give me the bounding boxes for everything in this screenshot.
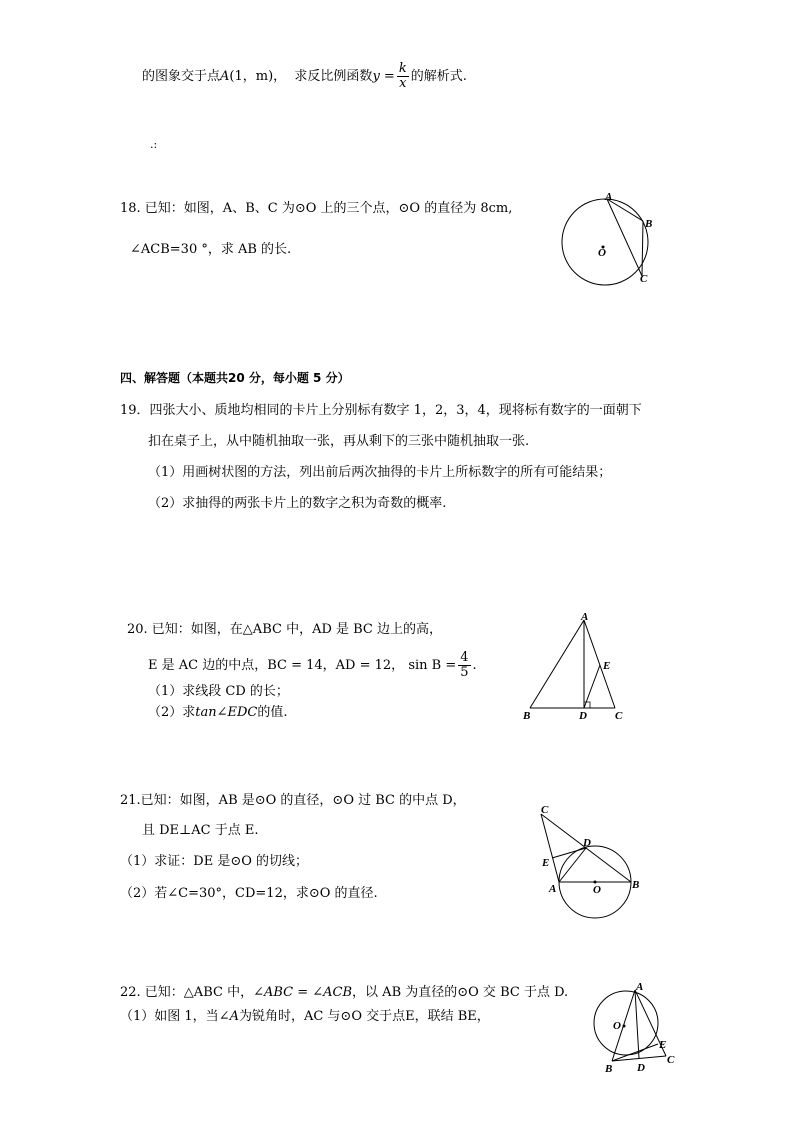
- q22-line2-c: 为锐角时，AC 与⊙O 交于点E，联结 BE，: [238, 1009, 490, 1024]
- q21-circle-figure: [535, 800, 650, 920]
- q18-label-b: B: [645, 218, 653, 230]
- q18-label-o: O: [598, 247, 606, 259]
- q20-part1: （1）求线段 CD 的长；: [148, 684, 289, 699]
- q17-line: [142, 62, 467, 91]
- q20-part2-a: （2）求: [148, 705, 196, 720]
- q20-part2-c: 的值.: [257, 705, 288, 720]
- q20-label-a: A: [581, 611, 589, 623]
- q21-label-e: E: [542, 857, 550, 869]
- q19-line1: 19．四张大小、质地均相同的卡片上分别标有数字 1，2，3，4，现将标有数字的一面朝下: [120, 403, 642, 418]
- q22-label-a: A: [636, 981, 644, 993]
- q22-label-d: D: [637, 1062, 645, 1074]
- q22-angle-eq: ∠ABC = ∠ACB: [253, 985, 353, 1000]
- q20-fraction: [458, 651, 470, 680]
- q21-label-d: D: [583, 837, 591, 849]
- q20-given: E 是 AC 边的中点，BC = 14，AD = 12，: [148, 658, 405, 673]
- q17-stray-mark: .:: [150, 138, 158, 151]
- section-heading: 四、解答题（本题共20 分，每小题 5 分）: [120, 371, 350, 385]
- q22-line1: [120, 984, 568, 1002]
- q21-line1: 21.已知：如图，AB 是⊙O 的直径，⊙O 过 BC 的中点 D，: [120, 793, 466, 808]
- q22-label-b: B: [605, 1063, 613, 1075]
- q17-func-y: y =: [372, 69, 395, 84]
- q22-line1-c: ，以 AB 为直径的⊙O 交 BC 于点 D.: [352, 985, 569, 1000]
- q20-frac-num: 4: [460, 650, 469, 665]
- q22-angle-a: ∠A: [218, 1009, 239, 1024]
- q17-fraction: [397, 62, 409, 91]
- q21-label-a: A: [549, 883, 557, 895]
- q19-line2: 扣在桌子上，从中随机抽取一张，再从剩下的三张中随机抽取一张.: [148, 434, 530, 449]
- q17-text-a: 的图象交于点: [142, 69, 221, 84]
- q21-part1: （1）求证：DE 是⊙O 的切线；: [120, 854, 308, 869]
- q21-line2: 且 DE⊥AC 于点 E.: [142, 823, 259, 838]
- q22-circle-figure: [590, 978, 690, 1078]
- q21-label-o: O: [593, 884, 601, 896]
- q20-triangle-figure: [520, 610, 635, 725]
- q22-label-e: E: [659, 1039, 667, 1051]
- q17-text-c: 的解析式.: [410, 69, 467, 84]
- q17-point: A: [220, 69, 230, 84]
- q18-label-a: A: [605, 191, 613, 203]
- q20-label-d: D: [579, 710, 587, 722]
- q20-sinb: sin B =: [408, 658, 457, 673]
- q21-label-b: B: [632, 879, 640, 891]
- q21-part2: （2）若∠C=30°，CD=12，求⊙O 的直径.: [120, 886, 378, 901]
- q18-line2: ∠ACB=30 °，求 AB 的长.: [130, 242, 292, 257]
- q22-label-o: O: [613, 1020, 621, 1032]
- q21-label-c: C: [541, 804, 549, 816]
- q20-part2: [148, 704, 288, 722]
- q20-part2-tan: tan∠EDC: [195, 705, 258, 720]
- q22-line2-a: （1）如图 1，当: [120, 1009, 219, 1024]
- q18-line1: 18. 已知：如图，A、B、C 为⊙O 上的三个点，⊙O 的直径为 8cm,: [120, 201, 513, 216]
- q17-frac-den: x: [399, 76, 407, 91]
- q18-circle-figure: [555, 190, 665, 290]
- q20-label-b: B: [523, 710, 531, 722]
- q17-coords: (1，m)，: [229, 69, 287, 84]
- q20-line1: 20. 已知：如图，在△ABC 中，AD 是 BC 边上的高，: [127, 622, 443, 637]
- q20-period: .: [472, 658, 477, 673]
- q22-line2: [120, 1008, 490, 1026]
- q20-frac-den: 5: [460, 665, 469, 680]
- q17-frac-num: k: [398, 61, 407, 76]
- q20-label-e: E: [603, 660, 611, 672]
- q17-text-b: 求反比例函数: [294, 69, 373, 84]
- q22-line1-a: 22. 已知：△ABC 中，: [120, 985, 254, 1000]
- q20-line2: [148, 651, 477, 680]
- q20-label-c: C: [615, 710, 623, 722]
- q18-label-c: C: [640, 273, 648, 285]
- q19-part2: （2）求抽得的两张卡片上的数字之积为奇数的概率.: [148, 496, 447, 511]
- q19-part1: （1）用画树状图的方法，列出前后两次抽得的卡片上所标数字的所有可能结果；: [148, 465, 612, 480]
- q22-label-c: C: [667, 1054, 675, 1066]
